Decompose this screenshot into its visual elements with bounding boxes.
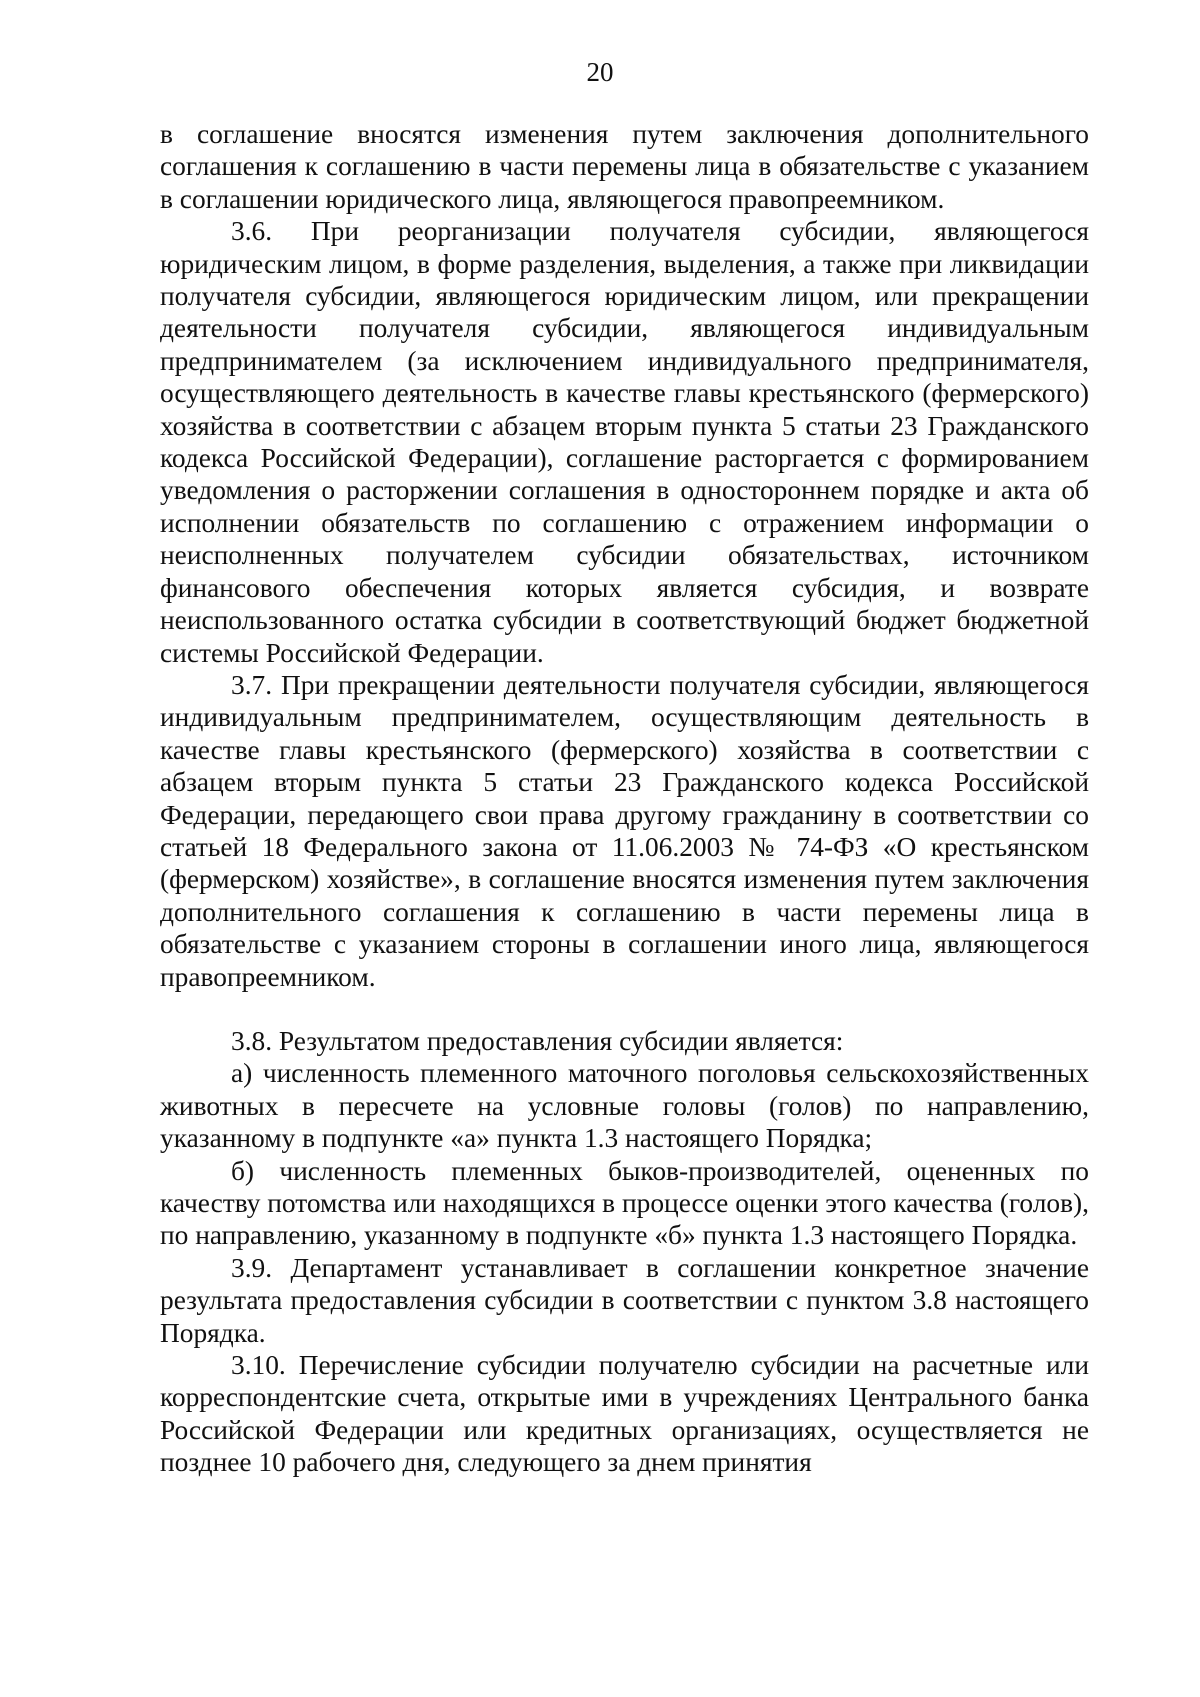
paragraph-3-8-b: б) численность племенных быков-производителей, оцененных по качеству потомства или находящихся в процессе оценки этого качества (голов), по направлению, указанному в подпункте «б» пункта 1.3 настоящего Порядка. <box>160 1155 1089 1251</box>
document-body <box>160 118 1089 1479</box>
paragraph-3-6: 3.6. При реорганизации получателя субсидии, являющегося юридическим лицом, в форме разделения, выделения, а также при ликвидации получателя субсидии, являющегося юридическим лицом, или прекращении деятельности получателя субсидии, являющегося индивидуальным предпринимателем (за исключением индивидуального предпринимателя, осуществляющего деятельность в качестве главы крестьянского (фермерского) хозяйства в соответствии с абзацем вторым пункта 5 статьи 23 Гражданского кодекса Российской Федерации), соглашение расторгается с формированием уведомления о расторжении соглашения в одностороннем порядке и акта об исполнении обязательств по соглашению с отражением информации о неисполненных получателем субсидии обязательствах, источником финансового обеспечения которых является субсидия, и возврате неиспользованного остатка субсидии в соответствующий бюджет бюджетной системы Российской Федерации. <box>160 216 1089 668</box>
paragraph-3-7: 3.7. При прекращении деятельности получателя субсидии, являющегося индивидуальным предпринимателем, осуществляющим деятельность в качестве главы крестьянского (фермерского) хозяйства в соответствии с абзацем вторым пункта 5 статьи 23 Гражданского кодекса Российской Федерации, передающего свои права другому гражданину в соответствии со статьей 18 Федерального закона от 11.06.2003 № 74-ФЗ «О крестьянском (фермерском) хозяйстве», в соглашение вносятся изменения путем заключения дополнительного соглашения к соглашению в части перемены лица в обязательстве с указанием стороны в соглашении иного лица, являющегося правопреемником. <box>160 669 1089 992</box>
paragraph-3-9: 3.9. Департамент устанавливает в соглашении конкретное значение результата предоставления субсидии в соответствии с пунктом 3.8 настоящего Порядка. <box>160 1252 1089 1348</box>
page-number: 20 <box>586 57 614 87</box>
paragraph-3-10: 3.10. Перечисление субсидии получателю субсидии на расчетные или корреспондентские счета, открытые ими в учреждениях Центрального банка Российской Федерации или кредитных организациях, осуществляется не позднее 10 рабочего дня, следующего за днем принятия <box>160 1350 1089 1478</box>
paragraph-3-8-a: а) численность племенного маточного поголовья сельскохозяйственных животных в пересчете на условные головы (голов) по направлению, указанному в подпункте «а» пункта 1.3 настоящего Порядка; <box>160 1058 1089 1154</box>
paragraph-continuation: в соглашение вносятся изменения путем заключения дополнительного соглашения к соглашению в части перемены лица в обязательстве с указанием в соглашении юридического лица, являющегося правопреемником. <box>160 119 1089 214</box>
paragraph-3-8: 3.8. Результатом предоставления субсидии является: <box>231 1025 844 1056</box>
